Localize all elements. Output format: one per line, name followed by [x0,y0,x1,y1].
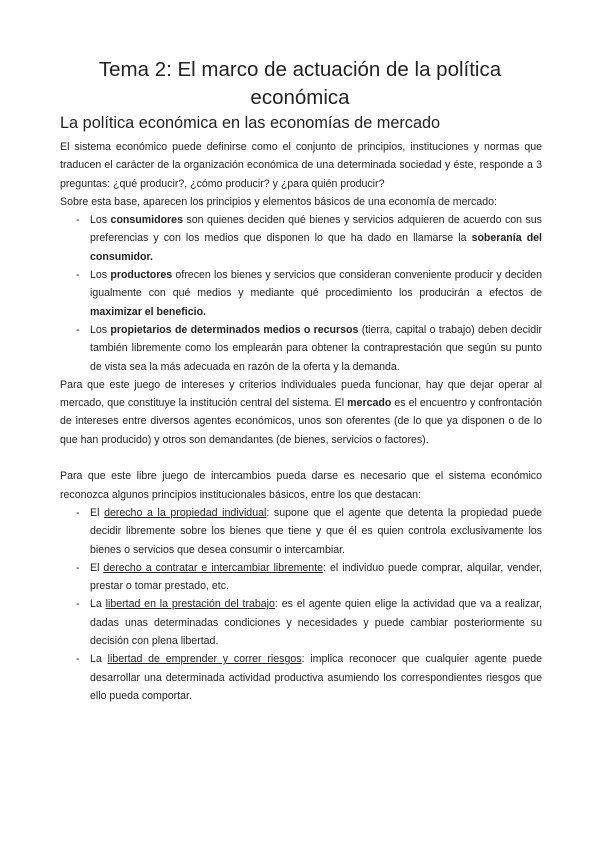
dash-bullet: - [76,323,80,336]
item-text: son quienes deciden qué bienes y servicios adquieren de acuerdo con sus preferencias y con los medios que disponen lo que ha dado en llamarse la [90,214,542,245]
base-intro-paragraph: Sobre esta base, aparecen los principios y elementos básicos de una economía de mercado: [60,195,497,208]
list-item [60,266,542,321]
item-text: ofrecen los bienes y servicios que consideran conveniente producir y deciden igualmente con qué medios y mediante qué procedimiento los producirán a efectos de [90,269,542,300]
dash-bullet: - [76,598,80,611]
dash-bullet: - [76,214,80,227]
list-item [60,559,542,596]
list-item [60,650,542,705]
list-item [60,504,542,559]
principles-list [60,504,542,705]
document-title: Tema 2: El marco de actuación de la política económica [98,58,502,109]
dash-bullet: - [76,653,80,666]
market-text: Para que este juego de intereses y criterios individuales pueda funcionar, hay que dejar operar al mercado, que constituye la institución central del sistema. El [60,378,542,410]
item-text: Los [90,323,111,336]
item-underlined-term: libertad en la prestación del trabajo [105,598,275,611]
market-paragraph [60,376,542,449]
item-text: El [90,506,105,519]
item-underlined-term: libertad de emprender y correr riesgos [107,653,302,666]
dash-bullet: - [76,506,80,519]
market-bold-term: mercado [347,397,392,410]
item-text: : el individuo puede comprar, alquilar, vender, prestar o tomar prestado, etc. [90,561,542,593]
dash-bullet: - [76,269,80,282]
list-item [60,595,542,650]
document-body [60,138,542,705]
market-text: es el encuentro y confrontación de intereses entre diversos agentes económicos, unos son oferentes (de lo que ya disponen o de lo que han producido) y otros son demandantes (de bienes, servicios o factores). [60,397,543,446]
item-text: : implica reconocer que cualquier agente puede desarrollar una determinada actividad productiva asumiendo los correspondientes riesgos que ello pueda comportar. [90,653,542,702]
list-item [60,321,542,376]
item-text: La [90,653,108,666]
item-bold-term: soberanía del consumidor. [90,232,542,263]
item-bold-term: consumidores [110,214,183,227]
item-text: : es el agente quien elige la actividad que va a realizar, dadas unas determinadas condiciones y necesidades y puede cambiar posteriormente su decisión con plena libertad. [90,598,542,648]
principles-intro-paragraph: Para que este libre juego de intercambios pueda darse es necesario que el sistema económico reconozca algunos principios institucionales básicos, entre los que destacan: [60,470,542,501]
item-text: Los [90,269,111,282]
market-elements-list [60,211,542,376]
item-bold-term: maximizar el beneficio. [90,305,206,318]
item-bold-term: propietarios de determinados medios o recursos [110,323,359,336]
item-text: El [90,561,104,574]
section-subtitle: La política económica en las economías de mercado [60,114,441,132]
dash-bullet: - [76,561,80,574]
intro-paragraph: El sistema económico puede definirse como el conjunto de principios, instituciones y normas que traducen el carácter de la organización económica de una determinada sociedad y éste, responde a 3 preguntas: ¿qué producir?, ¿cómo producir? y ¿para quién producir? [60,141,542,190]
item-text: (tierra, capital o trabajo) deben decidir también libremente como los emplearán para obtener la contraprestación que según su punto de vista sea la más adecuada en razón de la oferta y la demanda. [90,323,542,373]
item-underlined-term: derecho a la propiedad individual [104,506,267,519]
list-item [60,211,542,266]
item-text: : supone que el agente que detenta la propiedad puede decidir libremente sobre los bienes que tiene y que él es quien controla exclusivamente los bienes o servicios que desea consumir o intercambiar. [90,506,542,556]
item-text: La [90,598,106,611]
item-underlined-term: derecho a contratar e intercambiar libremente [103,561,324,574]
item-bold-term: productores [110,269,173,282]
item-text: Los [90,214,111,227]
paragraph-gap [60,449,542,467]
